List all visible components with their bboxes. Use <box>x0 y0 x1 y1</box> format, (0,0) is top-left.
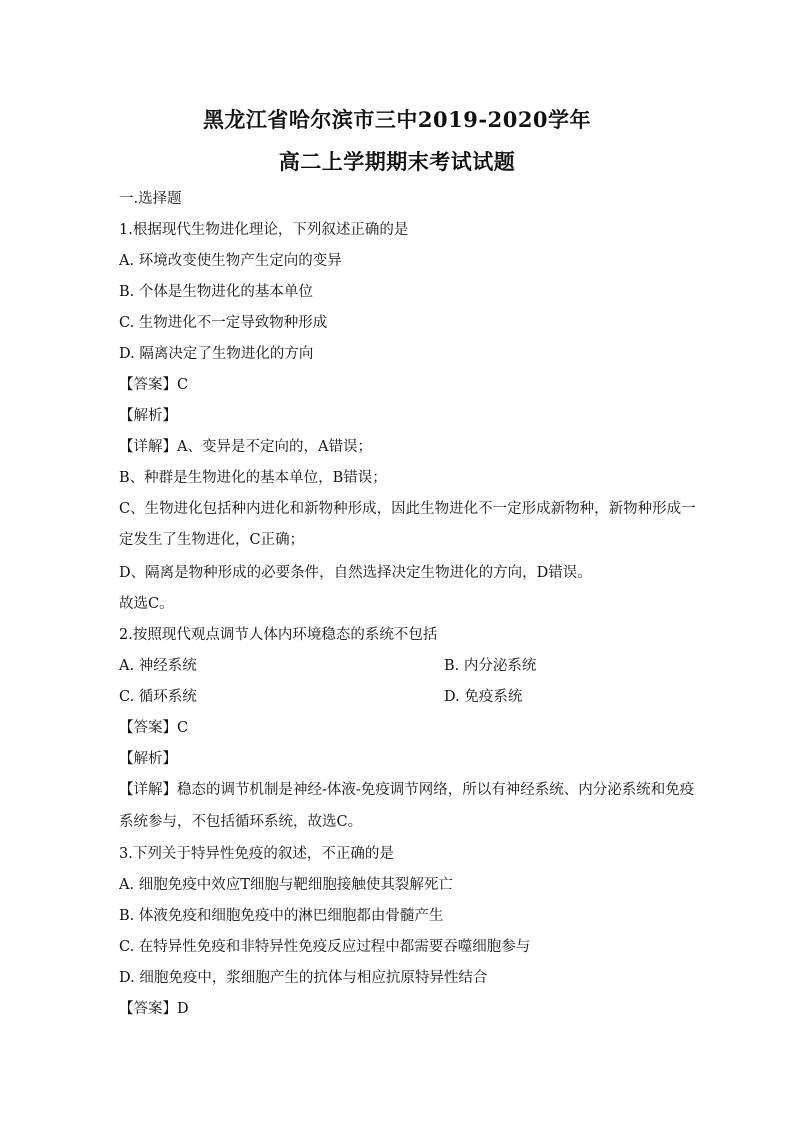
q1-option-c: C. 生物进化不一定导致物种形成 <box>119 315 328 331</box>
q2-stem: 2.按照现代观点调节人体内环境稳态的系统不包括 <box>119 627 438 643</box>
q1-option-d: D. 隔离决定了生物进化的方向 <box>119 346 314 362</box>
q3-answer: 【答案】D <box>119 1001 189 1017</box>
q1-detail-6: 故选C。 <box>119 596 174 612</box>
q2-option-d: D. 免疫系统 <box>444 689 523 705</box>
q2-detail-1: 【详解】稳态的调节机制是神经-体液-免疫调节网络，所以有神经系统、内分泌系统和免疫 <box>119 782 695 798</box>
q2-option-b: B. 内分泌系统 <box>444 658 537 674</box>
q2-option-a: A. 神经系统 <box>119 658 197 674</box>
q1-stem: 1.根据现代生物进化理论，下列叙述正确的是 <box>119 222 409 238</box>
q1-detail-2: B、种群是生物进化的基本单位，B错误； <box>119 470 387 486</box>
q1-detail-1: 【详解】A、变异是不定向的，A错误； <box>119 439 372 455</box>
q1-detail-5: D、隔离是物种形成的必要条件，自然选择决定生物进化的方向，D错误。 <box>119 565 592 581</box>
q1-detail-3: C、生物进化包括种内进化和新物种形成，因此生物进化不一定形成新物种，新物种形成一 <box>119 501 696 517</box>
q2-answer: 【答案】C <box>119 720 189 736</box>
section-heading: 一.选择题 <box>119 191 182 207</box>
q2-analysis-label: 【解析】 <box>119 751 177 767</box>
q1-detail-4: 定发生了生物进化，C正确； <box>119 532 305 548</box>
q3-option-a: A. 细胞免疫中效应T细胞与靶细胞接触使其裂解死亡 <box>119 877 453 893</box>
q1-answer: 【答案】C <box>119 377 189 393</box>
title-line-1: 黑龙江省哈尔滨市三中2019-2020学年 <box>202 107 592 132</box>
title-line-2: 高二上学期期末考试试题 <box>278 149 516 174</box>
q3-stem: 3.下列关于特异性免疫的叙述，不正确的是 <box>119 846 394 862</box>
q2-detail-2: 系统参与，不包括循环系统，故选C。 <box>119 814 363 830</box>
q3-option-d: D. 细胞免疫中，浆细胞产生的抗体与相应抗原特异性结合 <box>119 970 488 986</box>
q2-option-c: C. 循环系统 <box>119 689 197 705</box>
q1-option-b: B. 个体是生物进化的基本单位 <box>119 284 313 300</box>
q1-analysis-label: 【解析】 <box>119 408 177 424</box>
q1-option-a: A. 环境改变使生物产生定向的变异 <box>119 253 342 269</box>
q3-option-c: C. 在特异性免疫和非特异性免疫反应过程中都需要吞噬细胞参与 <box>119 939 531 955</box>
q3-option-b: B. 体液免疫和细胞免疫中的淋巴细胞都由骨髓产生 <box>119 908 444 924</box>
